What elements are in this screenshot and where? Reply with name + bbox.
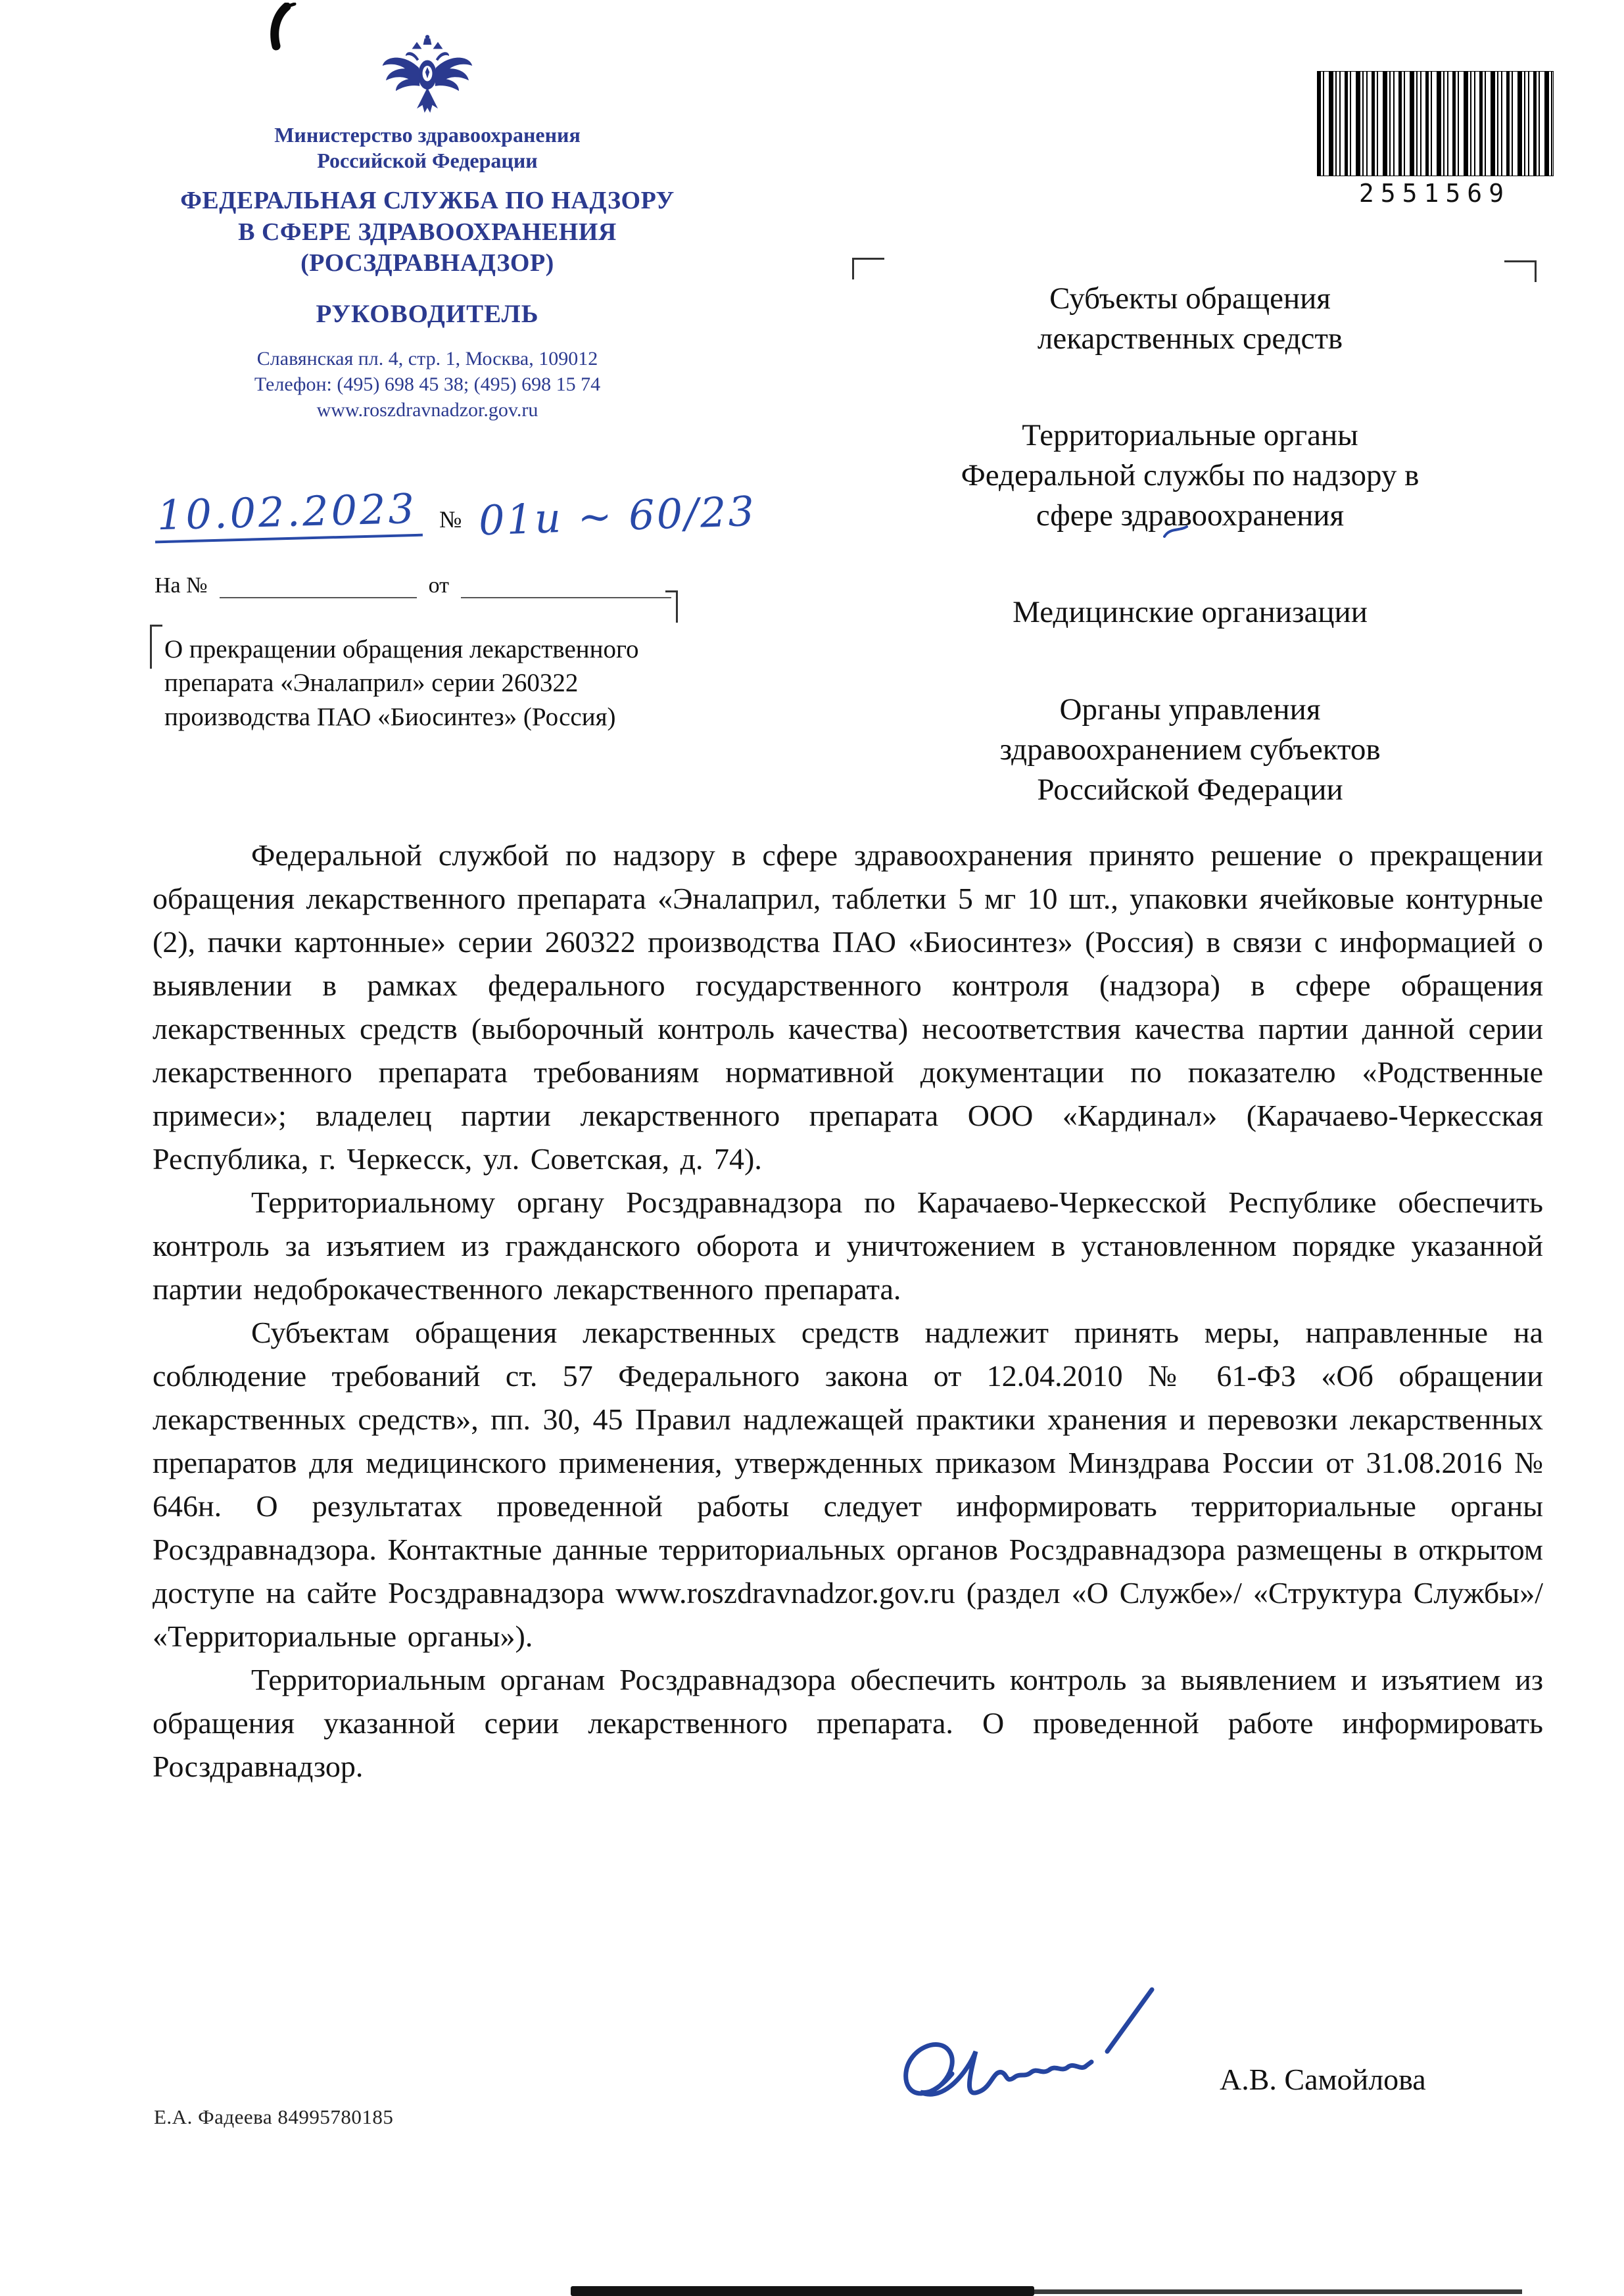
- sender-position: РУКОВОДИТЕЛЬ: [316, 299, 539, 328]
- subject-line-2: препарата «Эналаприл» серии 260322: [164, 669, 579, 698]
- executor-contact: Е.А. Фадеева 84995780185: [154, 2105, 394, 2128]
- recipient-line: лекарственных средств: [1037, 322, 1343, 356]
- body-paragraph: Территориальным органам Росздравнадзора обеспечить контроль за выявлением и изъятием из обращения указанной серии лекарственного препарата. О проведенной работе информировать Росздравнадзор.: [153, 1663, 1543, 1783]
- recipient-line: Субъекты обращения: [1049, 281, 1331, 316]
- sender-phone: Телефон: (495) 698 45 38; (495) 698 15 74: [254, 373, 601, 395]
- recipient-zone-mark-left: [852, 258, 884, 279]
- handwritten-signature: [886, 1970, 1195, 2134]
- coat-of-arms-icon: [378, 34, 477, 118]
- pen-tick-mark: [1162, 525, 1189, 539]
- registration-barcode: [1317, 71, 1552, 208]
- date-number-row: [155, 484, 812, 545]
- recipient-territorial-bodies: [835, 416, 1545, 536]
- ministry-name: [151, 122, 704, 174]
- requisites-zone-mark: [665, 590, 678, 623]
- sender-address: Славянская пл. 4, стр. 1, Москва, 109012: [256, 347, 598, 370]
- ref-na-label: На №: [155, 573, 208, 598]
- recipient-subjects: [835, 279, 1545, 359]
- body-paragraph: Территориальному органу Росздравнадзора по Карачаево-Черкесской Республике обеспечить контроль за изъятием из гражданского оборота и уничтожением в установленном порядке указанной партии недоброкачественного лекарственного препарата.: [153, 1185, 1543, 1306]
- recipient-line: Органы управления: [1059, 692, 1321, 727]
- recipient-line: сфере здравоохранения: [1036, 498, 1345, 533]
- ref-number-blank: [220, 575, 417, 598]
- service-line-2: В СФЕРЕ ЗДРАВООХРАНЕНИЯ: [238, 218, 617, 246]
- ref-date-blank: [461, 575, 671, 598]
- number-sign: №: [439, 506, 462, 533]
- service-name: [151, 185, 704, 279]
- barcode-number: 2551569: [1358, 179, 1511, 208]
- recipient-line: Медицинские организации: [1013, 595, 1368, 630]
- sender-website: www.roszdravnadzor.gov.ru: [316, 398, 538, 421]
- service-line-1: ФЕДЕРАЛЬНАЯ СЛУЖБА ПО НАДЗОРУ: [180, 187, 675, 215]
- ministry-line-2: Российской Федерации: [317, 149, 538, 173]
- scan-edge-artifact: [571, 2286, 1034, 2296]
- scan-edge-artifact: [1034, 2289, 1522, 2294]
- body-paragraph: Субъектам обращения лекарственных средств надлежит принять меры, направленные на соблюдение требований ст. 57 Федерального закона от 12.04.2010 № 61-ФЗ «Об обращении лекарственных средств», пп. 30, 45 Правил надлежащей практики хранения и перевозки лекарственных препаратов для медицинского применения, утвержденных приказом Минздрава России от 31.08.2016 № 646н. О результатах проведенной работы следует информировать территориальные органы Росздравнадзора. Контактные данные территориальных органов Росздравнадзора размещены в открытом доступе на сайте Росздравнадзора www.roszdravnadzor.gov.ru (раздел «О Службе»/ «Структура Службы»/ «Территориальные органы»).: [153, 1316, 1543, 1653]
- recipient-line: Федеральной службы по надзору в: [961, 458, 1420, 493]
- ministry-line-1: Министерство здравоохранения: [274, 123, 581, 147]
- handwritten-outgoing-number: 01и ~ 60/23: [478, 487, 757, 545]
- subject-line-3: производства ПАО «Биосинтез» (Россия): [164, 702, 616, 731]
- recipients-list: [835, 279, 1545, 810]
- subject-zone-mark: [150, 625, 162, 669]
- reference-line: [155, 573, 694, 598]
- recipient-line: здравоохранением субъектов: [999, 732, 1381, 767]
- ref-ot-label: от: [428, 573, 450, 598]
- barcode-icon: [1317, 71, 1554, 176]
- letter-subject: [164, 633, 730, 734]
- handwritten-date: 10.02.2023: [154, 485, 423, 544]
- letterhead: [151, 34, 704, 423]
- recipient-line: Территориальные органы: [1022, 418, 1358, 453]
- service-line-3: (РОСЗДРАВНАДЗОР): [300, 249, 554, 277]
- recipient-line: Российской Федерации: [1037, 772, 1343, 807]
- sender-contacts: [151, 346, 704, 423]
- signer-name: А.В. Самойлова: [1220, 2063, 1426, 2096]
- recipient-medical-organizations: [835, 592, 1545, 633]
- letter-body: [153, 834, 1543, 1788]
- recipient-health-authorities: [835, 690, 1545, 810]
- body-paragraph: Федеральной службой по надзору в сфере здравоохранения принято решение о прекращении обращения лекарственного препарата «Эналаприл, таблетки 5 мг 10 шт., упаковки ячейковые контурные (2), пачки картонные» серии 260322 производства ПАО «Биосинтез» (Россия) в связи с информацией о выявлении в рамках федерального государственного контроля (надзора) в сфере обращения лекарственных средств (выборочный контроль качества) несоответствия качества партии данной серии лекарственного препарата требованиям нормативной документации по показателю «Родственные примеси»; владелец партии лекарственного препарата ООО «Кардинал» (Карачаево-Черкесская Республика, г. Черкесск, ул. Советская, д. 74).: [153, 838, 1543, 1176]
- subject-line-1: О прекращении обращения лекарственного: [164, 635, 639, 663]
